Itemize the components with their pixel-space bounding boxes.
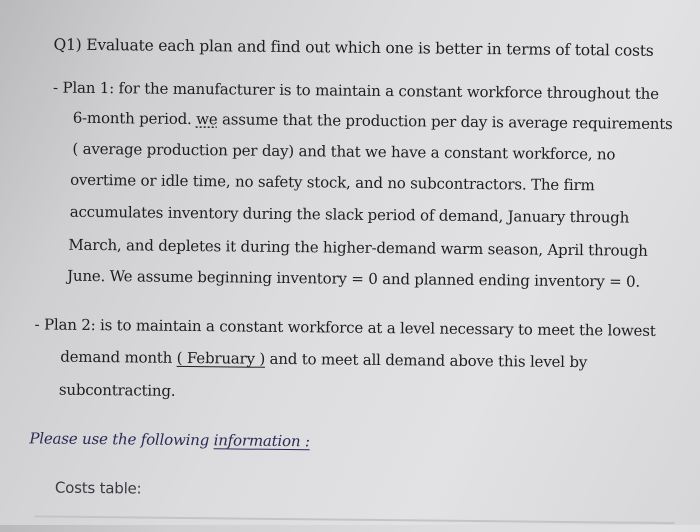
info-prefix: Please use the following (29, 429, 214, 450)
plan1-line-7: June. We assume beginning inventory = 0 and planned ending inventory = 0. (67, 266, 641, 291)
plan2-line-2b: and to meet all demand above this level by (264, 349, 588, 372)
info-link: information : (213, 431, 310, 451)
plan1-line-2 (73, 109, 673, 133)
plan1-line-1: - Plan 1: for the manufacturer is to maintain a constant workforce throughout the (52, 78, 659, 103)
plan1-line-2b: assume that the production per day is average requirements (217, 110, 673, 134)
plan1-line-6: March, and depletes it during the higher-demand warm season, April through (68, 235, 648, 260)
plan1-line-4: overtime or idle time, no safety stock, and no subcontractors. The firm (70, 170, 595, 195)
plan2-february: ( February ) (176, 348, 266, 368)
plan2-line-2a: demand month (60, 347, 177, 367)
table-top-edge (35, 515, 675, 524)
plan1-line-2a: 6-month period. (72, 108, 197, 129)
info-line (29, 429, 310, 450)
plan1-line-5: accumulates inventory during the slack period of demand, January through (69, 202, 630, 227)
costs-table-label: Costs table: (54, 478, 142, 498)
plan2-line-1: - Plan 2: is to maintain a constant workforce at a level necessary to meet the lowest (34, 315, 656, 340)
plan2-line-3: subcontracting. (58, 380, 176, 400)
question-title: Q1) Evaluate each plan and find out which one is better in terms of total costs (53, 35, 654, 60)
plan1-we: we (196, 110, 218, 129)
plan2-line-2 (60, 348, 587, 372)
plan1-line-3: ( average production per day) and that we have a constant workforce, no (72, 139, 616, 164)
